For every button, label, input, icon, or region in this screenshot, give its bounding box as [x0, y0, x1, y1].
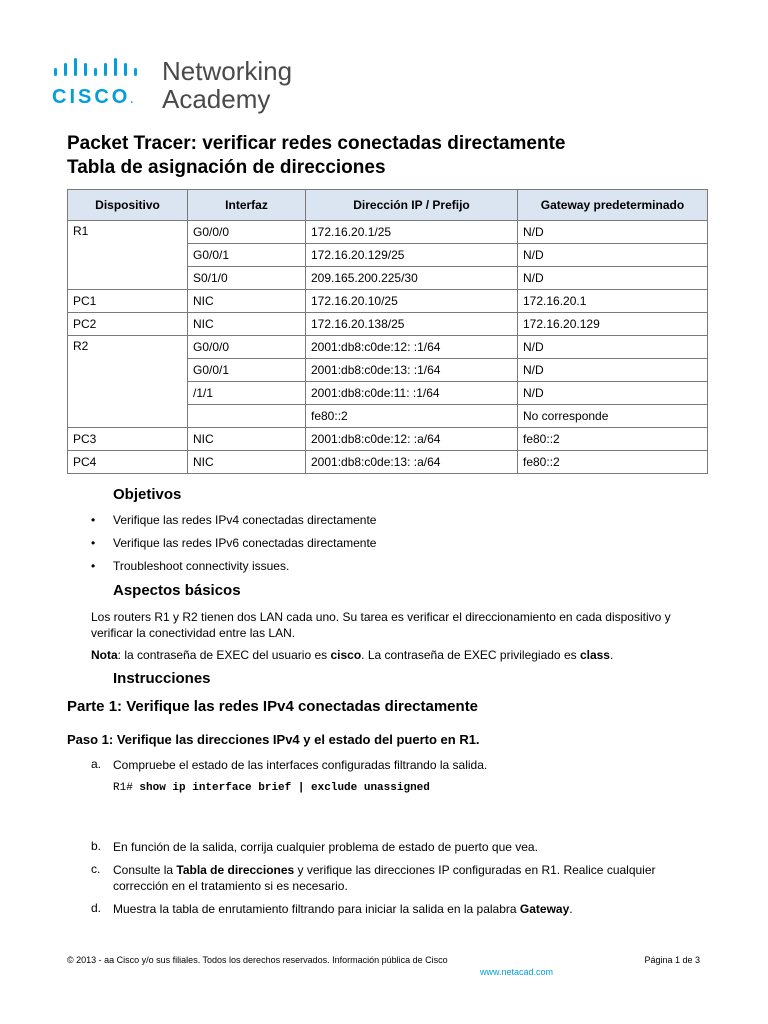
ip-cell: fe80::2 [306, 405, 518, 428]
device-cell: PC3 [68, 428, 188, 451]
header-gateway: Gateway predeterminado [518, 190, 708, 221]
logo-academy: Academy [162, 84, 271, 114]
bullet-icon: • [91, 513, 96, 527]
gateway-cell: 172.16.20.129 [518, 313, 708, 336]
interface-cell: G0/0/1 [188, 359, 306, 382]
table-header-row [68, 190, 708, 221]
ip-cell: 172.16.20.10/25 [306, 290, 518, 313]
step-d-text [113, 901, 713, 917]
step-letter: b. [91, 839, 102, 853]
command-line [113, 782, 430, 794]
table-title: Tabla de asignación de direcciones [67, 157, 386, 178]
gateway-cell: No corresponde [518, 405, 708, 428]
header-dispositivo: Dispositivo [68, 190, 188, 221]
gateway-cell: N/D [518, 267, 708, 290]
device-cell: PC2 [68, 313, 188, 336]
step-c-text [113, 862, 713, 894]
document-title: Packet Tracer: verificar redes conectadas directamente [67, 133, 566, 154]
interface-cell: NIC [188, 428, 306, 451]
gateway-cell: N/D [518, 336, 708, 359]
ip-cell: 2001:db8:c0de:13: :1/64 [306, 359, 518, 382]
ip-cell: 2001:db8:c0de:11: :1/64 [306, 382, 518, 405]
gateway-cell: N/D [518, 244, 708, 267]
command-prompt: R1# [113, 782, 133, 794]
footer-copyright: © 2013 - aa Cisco y/o sus filiales. Todos los derechos reservados. Información pública de Cisco [67, 955, 448, 965]
interface-cell: NIC [188, 451, 306, 474]
device-cell: PC1 [68, 290, 188, 313]
bullet-icon: • [91, 559, 96, 573]
ip-cell: 2001:db8:c0de:12: :a/64 [306, 428, 518, 451]
gateway-cell: N/D [518, 359, 708, 382]
table-row [68, 290, 708, 313]
nota-paragraph [91, 647, 711, 663]
cisco-bars-icon [52, 58, 152, 82]
table-row [68, 451, 708, 474]
header-direccion-ip: Dirección IP / Prefijo [306, 190, 518, 221]
interface-cell: G0/0/1 [188, 244, 306, 267]
interface-cell: S0/1/0 [188, 267, 306, 290]
step-c-part: Consulte la [113, 863, 177, 877]
step-b-text: En función de la salida, corrija cualquier problema de estado de puerto que vea. [113, 840, 538, 854]
interface-cell: /1/1 [188, 382, 306, 405]
footer-url-link[interactable]: www.netacad.com [480, 967, 554, 977]
command-text: show ip interface brief | exclude unassigned [139, 782, 430, 794]
objective-item: Verifique las redes IPv6 conectadas directamente [113, 536, 377, 550]
step-d-part: Muestra la tabla de enrutamiento filtrando para iniciar la salida en la palabra [113, 902, 520, 916]
step-c-part: y verifique las direcciones IP configuradas en R1. Realice cualquier corrección en el tratamiento si es necesario. [113, 863, 656, 893]
step-letter: a. [91, 757, 102, 771]
gateway-cell: fe80::2 [518, 451, 708, 474]
nota-text: : la contraseña de EXEC del usuario es [117, 648, 331, 662]
instrucciones-heading: Instrucciones [113, 670, 211, 687]
device-cell: R1 [68, 221, 188, 290]
nota-text: . La contraseña de EXEC privilegiado es [361, 648, 580, 662]
aspectos-heading: Aspectos básicos [113, 582, 241, 599]
cisco-wordmark: CISCO. [52, 86, 134, 108]
ip-cell: 172.16.20.1/25 [306, 221, 518, 244]
table-row [68, 221, 708, 244]
table-row [68, 428, 708, 451]
bullet-icon: • [91, 536, 96, 550]
ip-cell: 172.16.20.129/25 [306, 244, 518, 267]
privileged-password: class [579, 648, 610, 662]
part1-heading: Parte 1: Verifique las redes IPv4 conectadas directamente [67, 698, 479, 715]
gateway-cell: N/D [518, 382, 708, 405]
interface-cell: G0/0/0 [188, 221, 306, 244]
nota-label: Nota [91, 648, 118, 662]
footer-page-number: Página 1 de 3 [644, 955, 700, 965]
step-d-bold: Gateway [519, 902, 570, 916]
aspectos-paragraph: Los routers R1 y R2 tienen dos LAN cada uno. Su tarea es verificar el direccionamiento en cada dispositivo y verificar la conectividad entre las LAN. [91, 610, 671, 640]
gateway-cell: 172.16.20.1 [518, 290, 708, 313]
interface-cell: NIC [188, 290, 306, 313]
logo-networking: Networking [162, 56, 293, 86]
interface-cell [188, 405, 306, 428]
interface-cell: G0/0/0 [188, 336, 306, 359]
objetivos-heading: Objetivos [113, 486, 182, 503]
header-interfaz: Interfaz [188, 190, 306, 221]
cisco-networking-academy-logo [52, 58, 312, 118]
nota-text: . [609, 648, 614, 662]
addressing-table [67, 189, 708, 474]
step-letter: c. [91, 862, 101, 876]
gateway-cell: N/D [518, 221, 708, 244]
interface-cell: NIC [188, 313, 306, 336]
ip-cell: 209.165.200.225/30 [306, 267, 518, 290]
table-row [68, 336, 708, 359]
step-c-bold: Tabla de direcciones [176, 863, 295, 877]
device-cell: R2 [68, 336, 188, 428]
objective-item: Troubleshoot connectivity issues. [113, 559, 290, 573]
table-row [68, 313, 708, 336]
ip-cell: 2001:db8:c0de:13: :a/64 [306, 451, 518, 474]
step1-heading: Paso 1: Verifique las direcciones IPv4 y el estado del puerto en R1. [67, 732, 480, 747]
ip-cell: 172.16.20.138/25 [306, 313, 518, 336]
device-cell: PC4 [68, 451, 188, 474]
step-a-text: Compruebe el estado de las interfaces configuradas filtrando la salida. [113, 758, 488, 772]
user-password: cisco [330, 648, 362, 662]
gateway-cell: fe80::2 [518, 428, 708, 451]
step-letter: d. [91, 901, 102, 915]
step-d-part: . [569, 902, 573, 916]
objective-item: Verifique las redes IPv4 conectadas directamente [113, 513, 377, 527]
ip-cell: 2001:db8:c0de:12: :1/64 [306, 336, 518, 359]
